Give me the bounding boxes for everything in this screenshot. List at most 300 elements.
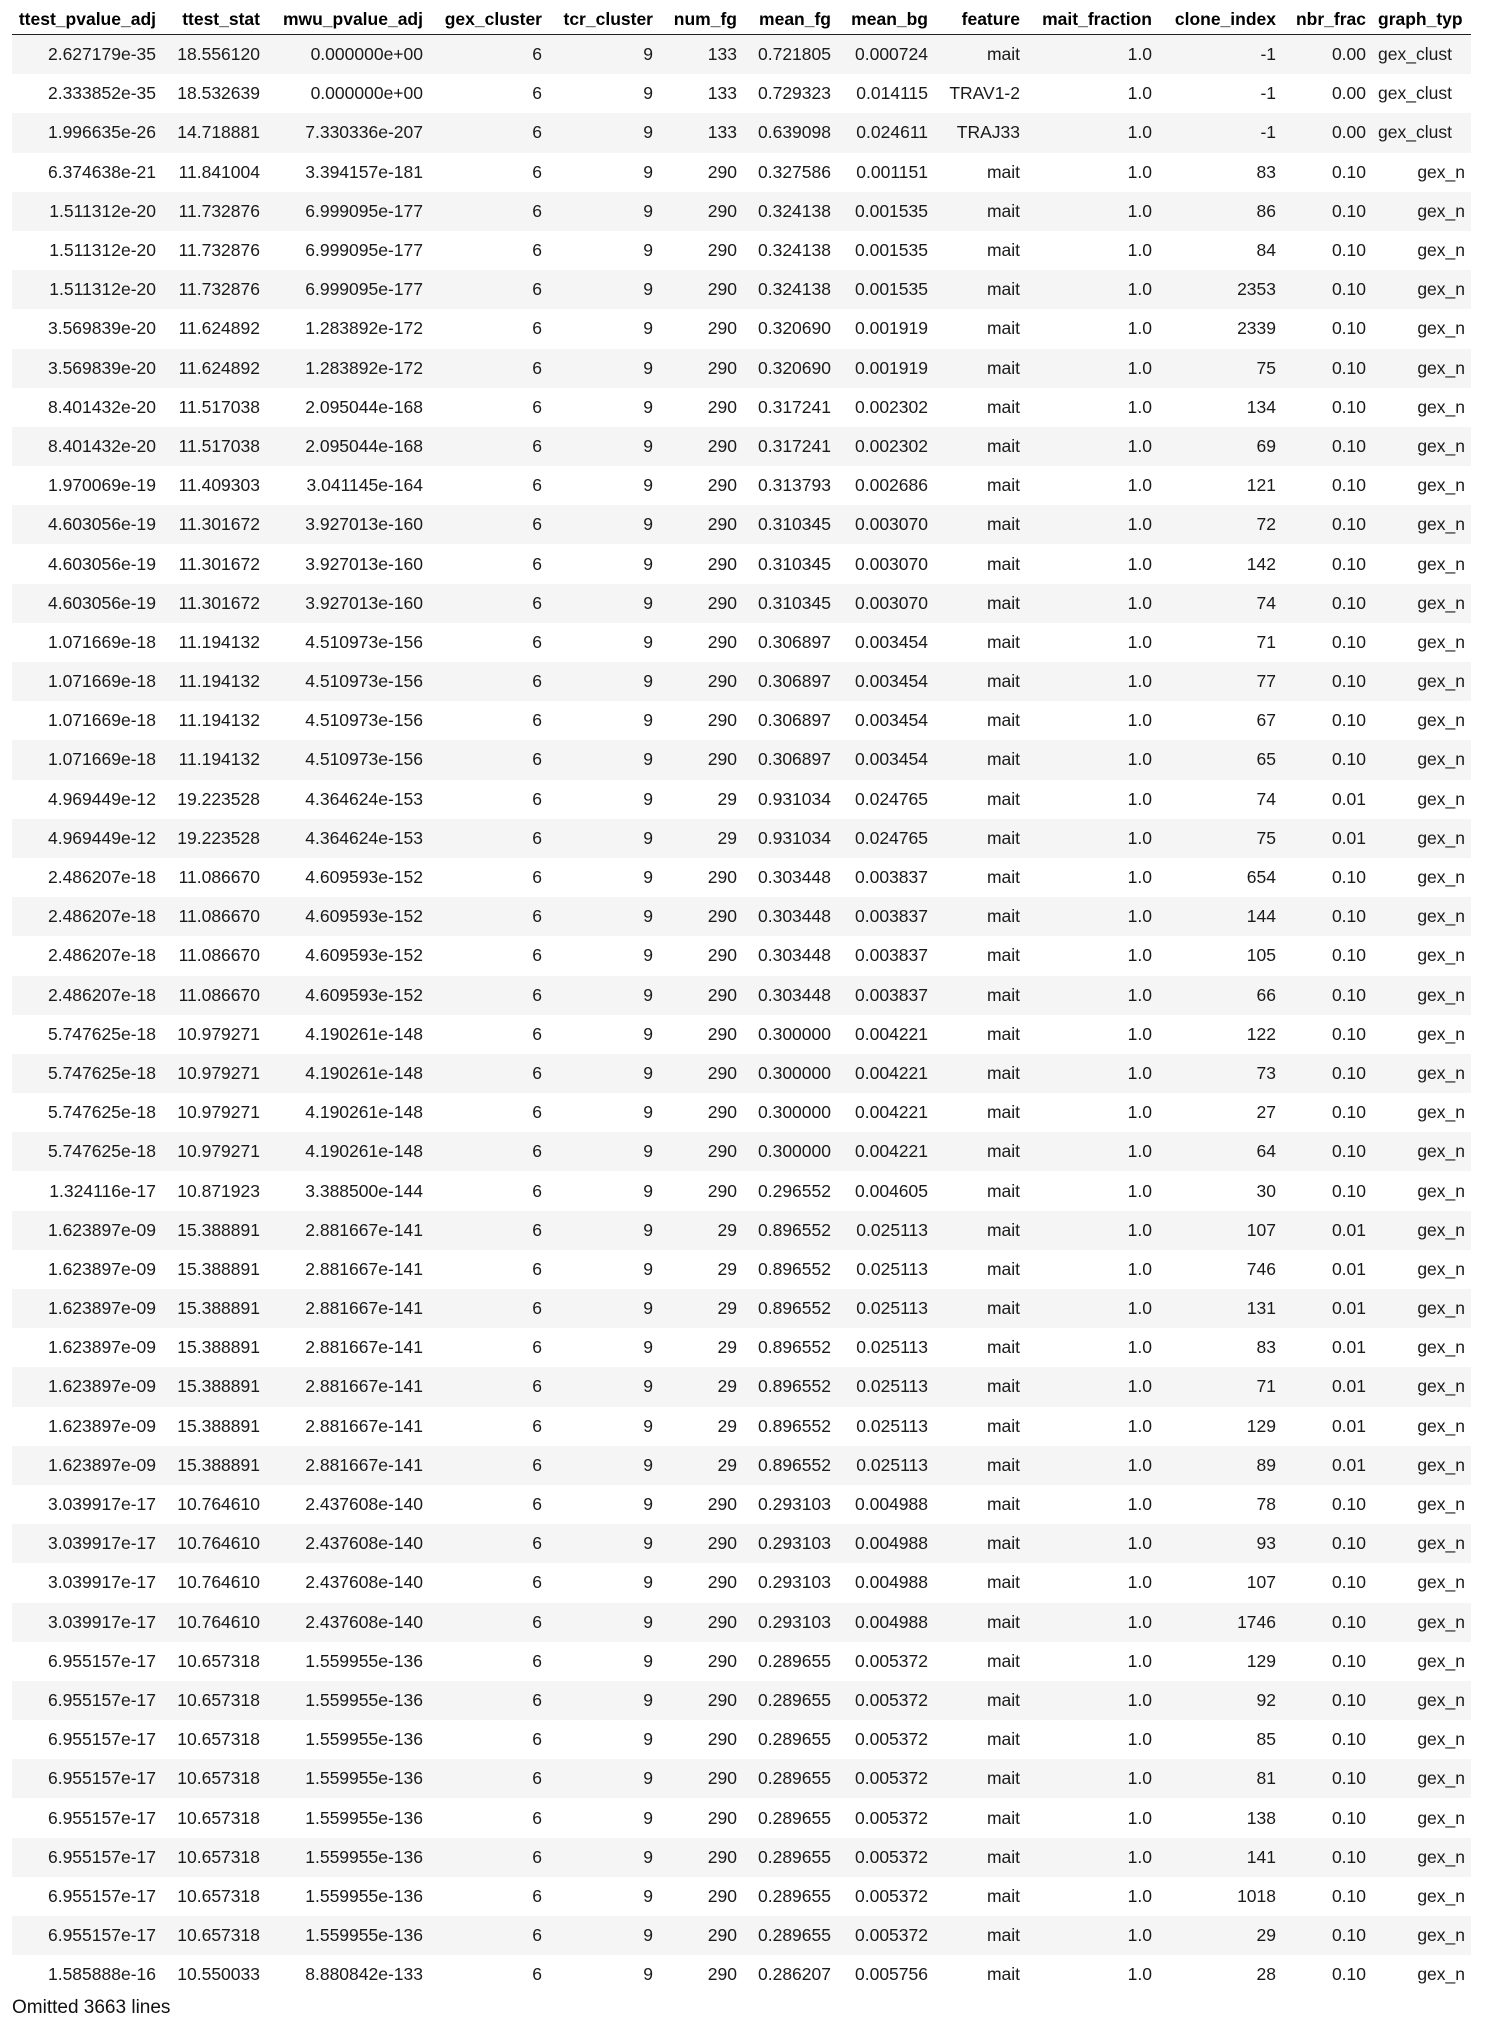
cell-mait-fraction: 1.0 (1026, 153, 1158, 192)
cell-ttest-pvalue-adj: 6.955157e-17 (12, 1798, 162, 1837)
cell-mwu-pvalue-adj: 2.437608e-140 (266, 1524, 429, 1563)
cell-ttest-pvalue-adj: 3.039917e-17 (12, 1603, 162, 1642)
cell-mwu-pvalue-adj: 4.510973e-156 (266, 662, 429, 701)
table-row (12, 544, 1471, 583)
cell-gex-cluster: 6 (429, 701, 548, 740)
cell-gex-cluster: 6 (429, 74, 548, 113)
cell-mean-fg: 0.289655 (743, 1798, 837, 1837)
cell-mait-fraction: 1.0 (1026, 1015, 1158, 1054)
cell-ttest-stat: 19.223528 (162, 780, 266, 819)
cell-graph-typ: gex_n (1372, 1759, 1471, 1798)
cell-mait-fraction: 1.0 (1026, 662, 1158, 701)
cell-ttest-pvalue-adj: 5.747625e-18 (12, 1015, 162, 1054)
cell-num-fg: 290 (659, 1132, 743, 1171)
cell-ttest-stat: 11.409303 (162, 466, 266, 505)
cell-feature: mait (934, 1916, 1026, 1955)
cell-tcr-cluster: 9 (548, 1838, 659, 1877)
cell-ttest-pvalue-adj: 1.071669e-18 (12, 662, 162, 701)
cell-tcr-cluster: 9 (548, 1328, 659, 1367)
cell-tcr-cluster: 9 (548, 1720, 659, 1759)
cell-ttest-stat: 18.556120 (162, 35, 266, 75)
cell-graph-typ: gex_n (1372, 1015, 1471, 1054)
cell-ttest-stat: 11.301672 (162, 544, 266, 583)
cell-num-fg: 290 (659, 270, 743, 309)
cell-mait-fraction: 1.0 (1026, 1446, 1158, 1485)
cell-clone-index: 29 (1158, 1916, 1282, 1955)
cell-mean-fg: 0.896552 (743, 1250, 837, 1289)
cell-ttest-pvalue-adj: 6.955157e-17 (12, 1759, 162, 1798)
cell-gex-cluster: 6 (429, 1367, 548, 1406)
cell-gex-cluster: 6 (429, 1485, 548, 1524)
cell-clone-index: 83 (1158, 1328, 1282, 1367)
table-row (12, 1877, 1471, 1916)
cell-num-fg: 290 (659, 1916, 743, 1955)
cell-clone-index: 74 (1158, 584, 1282, 623)
table-row (12, 976, 1471, 1015)
table-row (12, 1798, 1471, 1837)
cell-ttest-stat: 10.657318 (162, 1798, 266, 1837)
cell-feature: mait (934, 780, 1026, 819)
cell-mean-bg: 0.002686 (837, 466, 934, 505)
cell-ttest-pvalue-adj: 3.569839e-20 (12, 309, 162, 348)
cell-num-fg: 290 (659, 1563, 743, 1602)
cell-clone-index: 67 (1158, 701, 1282, 740)
cell-nbr-frac: 0.10 (1282, 466, 1372, 505)
cell-mean-bg: 0.001919 (837, 309, 934, 348)
cell-tcr-cluster: 9 (548, 1446, 659, 1485)
cell-clone-index: 73 (1158, 1054, 1282, 1093)
cell-ttest-pvalue-adj: 4.603056e-19 (12, 505, 162, 544)
cell-ttest-stat: 11.301672 (162, 505, 266, 544)
cell-ttest-pvalue-adj: 6.955157e-17 (12, 1838, 162, 1877)
cell-nbr-frac: 0.10 (1282, 309, 1372, 348)
cell-ttest-pvalue-adj: 1.623897e-09 (12, 1211, 162, 1250)
cell-ttest-pvalue-adj: 4.603056e-19 (12, 544, 162, 583)
cell-mean-bg: 0.025113 (837, 1407, 934, 1446)
cell-mait-fraction: 1.0 (1026, 1367, 1158, 1406)
cell-mwu-pvalue-adj: 6.999095e-177 (266, 192, 429, 231)
cell-gex-cluster: 6 (429, 1250, 548, 1289)
cell-mait-fraction: 1.0 (1026, 740, 1158, 779)
table-row (12, 1367, 1471, 1406)
cell-mwu-pvalue-adj: 2.437608e-140 (266, 1603, 429, 1642)
cell-gex-cluster: 6 (429, 740, 548, 779)
cell-mait-fraction: 1.0 (1026, 1877, 1158, 1916)
cell-mait-fraction: 1.0 (1026, 1563, 1158, 1602)
cell-mait-fraction: 1.0 (1026, 1642, 1158, 1681)
cell-mean-bg: 0.002302 (837, 388, 934, 427)
cell-ttest-pvalue-adj: 1.623897e-09 (12, 1407, 162, 1446)
cell-num-fg: 290 (659, 858, 743, 897)
cell-tcr-cluster: 9 (548, 1407, 659, 1446)
cell-ttest-stat: 10.657318 (162, 1916, 266, 1955)
cell-feature: mait (934, 1250, 1026, 1289)
cell-ttest-pvalue-adj: 2.486207e-18 (12, 858, 162, 897)
cell-graph-typ: gex_n (1372, 1250, 1471, 1289)
cell-gex-cluster: 6 (429, 623, 548, 662)
cell-feature: mait (934, 1054, 1026, 1093)
cell-mait-fraction: 1.0 (1026, 1798, 1158, 1837)
cell-ttest-pvalue-adj: 6.955157e-17 (12, 1877, 162, 1916)
cell-mait-fraction: 1.0 (1026, 349, 1158, 388)
cell-mean-bg: 0.004221 (837, 1054, 934, 1093)
cell-graph-typ: gex_n (1372, 1720, 1471, 1759)
cell-mwu-pvalue-adj: 1.559955e-136 (266, 1916, 429, 1955)
column-header-mait-fraction: mait_fraction (1026, 0, 1158, 35)
cell-feature: mait (934, 1171, 1026, 1210)
cell-clone-index: 83 (1158, 153, 1282, 192)
cell-num-fg: 290 (659, 1054, 743, 1093)
cell-mean-fg: 0.293103 (743, 1485, 837, 1524)
cell-mean-fg: 0.303448 (743, 897, 837, 936)
cell-mean-bg: 0.025113 (837, 1446, 934, 1485)
table-row (12, 1446, 1471, 1485)
cell-mait-fraction: 1.0 (1026, 427, 1158, 466)
table-row (12, 270, 1471, 309)
cell-clone-index: 75 (1158, 819, 1282, 858)
cell-mean-bg: 0.025113 (837, 1328, 934, 1367)
cell-ttest-pvalue-adj: 2.486207e-18 (12, 897, 162, 936)
cell-ttest-stat: 11.086670 (162, 936, 266, 975)
cell-nbr-frac: 0.10 (1282, 858, 1372, 897)
cell-mwu-pvalue-adj: 2.881667e-141 (266, 1289, 429, 1328)
cell-num-fg: 290 (659, 544, 743, 583)
cell-num-fg: 290 (659, 936, 743, 975)
cell-num-fg: 290 (659, 1720, 743, 1759)
table-row (12, 231, 1471, 270)
cell-nbr-frac: 0.00 (1282, 74, 1372, 113)
cell-mean-fg: 0.293103 (743, 1563, 837, 1602)
cell-ttest-stat: 11.517038 (162, 427, 266, 466)
cell-graph-typ: gex_n (1372, 1446, 1471, 1485)
table-row (12, 1171, 1471, 1210)
cell-clone-index: 74 (1158, 780, 1282, 819)
cell-feature: mait (934, 1798, 1026, 1837)
cell-clone-index: 77 (1158, 662, 1282, 701)
cell-mait-fraction: 1.0 (1026, 35, 1158, 75)
cell-gex-cluster: 6 (429, 388, 548, 427)
cell-nbr-frac: 0.01 (1282, 1446, 1372, 1485)
cell-gex-cluster: 6 (429, 1054, 548, 1093)
cell-mean-fg: 0.289655 (743, 1838, 837, 1877)
table-row (12, 1328, 1471, 1367)
cell-mait-fraction: 1.0 (1026, 113, 1158, 152)
cell-nbr-frac: 0.10 (1282, 1798, 1372, 1837)
cell-mwu-pvalue-adj: 2.095044e-168 (266, 427, 429, 466)
cell-nbr-frac: 0.10 (1282, 1681, 1372, 1720)
cell-mait-fraction: 1.0 (1026, 309, 1158, 348)
cell-graph-typ: gex_n (1372, 780, 1471, 819)
cell-ttest-stat: 11.624892 (162, 309, 266, 348)
cell-feature: mait (934, 819, 1026, 858)
column-header-num-fg: num_fg (659, 0, 743, 35)
table-row (12, 740, 1471, 779)
cell-mait-fraction: 1.0 (1026, 584, 1158, 623)
cell-nbr-frac: 0.01 (1282, 1328, 1372, 1367)
cell-feature: mait (934, 192, 1026, 231)
cell-tcr-cluster: 9 (548, 623, 659, 662)
table-row (12, 1642, 1471, 1681)
cell-ttest-stat: 10.764610 (162, 1524, 266, 1563)
cell-ttest-pvalue-adj: 3.569839e-20 (12, 349, 162, 388)
cell-feature: mait (934, 976, 1026, 1015)
cell-gex-cluster: 6 (429, 270, 548, 309)
table-row (12, 35, 1471, 75)
omitted-lines-note: Omitted 3663 lines (12, 1997, 171, 2018)
cell-feature: mait (934, 1759, 1026, 1798)
cell-feature: mait (934, 1132, 1026, 1171)
cell-gex-cluster: 6 (429, 1015, 548, 1054)
cell-mwu-pvalue-adj: 2.881667e-141 (266, 1211, 429, 1250)
cell-mean-fg: 0.317241 (743, 388, 837, 427)
cell-ttest-stat: 15.388891 (162, 1367, 266, 1406)
table-row (12, 1407, 1471, 1446)
cell-graph-typ: gex_n (1372, 505, 1471, 544)
cell-tcr-cluster: 9 (548, 153, 659, 192)
table-row (12, 74, 1471, 113)
cell-mait-fraction: 1.0 (1026, 388, 1158, 427)
cell-ttest-pvalue-adj: 1.623897e-09 (12, 1328, 162, 1367)
cell-nbr-frac: 0.10 (1282, 1642, 1372, 1681)
cell-clone-index: 66 (1158, 976, 1282, 1015)
cell-mean-bg: 0.005372 (837, 1798, 934, 1837)
table-row (12, 780, 1471, 819)
cell-graph-typ: gex_n (1372, 897, 1471, 936)
cell-clone-index: 81 (1158, 1759, 1282, 1798)
cell-gex-cluster: 6 (429, 1132, 548, 1171)
cell-graph-typ: gex_n (1372, 701, 1471, 740)
cell-tcr-cluster: 9 (548, 858, 659, 897)
cell-ttest-pvalue-adj: 5.747625e-18 (12, 1093, 162, 1132)
cell-mean-bg: 0.004988 (837, 1524, 934, 1563)
cell-graph-typ: gex_n (1372, 270, 1471, 309)
cell-gex-cluster: 6 (429, 349, 548, 388)
cell-mait-fraction: 1.0 (1026, 505, 1158, 544)
cell-graph-typ: gex_n (1372, 1367, 1471, 1406)
cell-graph-typ: gex_n (1372, 1603, 1471, 1642)
cell-tcr-cluster: 9 (548, 1367, 659, 1406)
cell-graph-typ: gex_n (1372, 1877, 1471, 1916)
cell-gex-cluster: 6 (429, 1877, 548, 1916)
cell-clone-index: 144 (1158, 897, 1282, 936)
cell-tcr-cluster: 9 (548, 740, 659, 779)
cell-ttest-stat: 11.086670 (162, 897, 266, 936)
cell-num-fg: 29 (659, 1211, 743, 1250)
cell-tcr-cluster: 9 (548, 1211, 659, 1250)
cell-feature: mait (934, 1838, 1026, 1877)
cell-clone-index: 2353 (1158, 270, 1282, 309)
cell-gex-cluster: 6 (429, 584, 548, 623)
cell-feature: mait (934, 1485, 1026, 1524)
cell-nbr-frac: 0.10 (1282, 662, 1372, 701)
cell-mean-fg: 0.300000 (743, 1015, 837, 1054)
cell-tcr-cluster: 9 (548, 388, 659, 427)
cell-mait-fraction: 1.0 (1026, 1132, 1158, 1171)
cell-ttest-pvalue-adj: 6.955157e-17 (12, 1720, 162, 1759)
cell-gex-cluster: 6 (429, 1289, 548, 1328)
cell-ttest-stat: 15.388891 (162, 1289, 266, 1328)
cell-nbr-frac: 0.10 (1282, 153, 1372, 192)
cell-mean-fg: 0.303448 (743, 858, 837, 897)
cell-num-fg: 290 (659, 1955, 743, 1994)
cell-nbr-frac: 0.10 (1282, 1877, 1372, 1916)
cell-ttest-pvalue-adj: 3.039917e-17 (12, 1524, 162, 1563)
cell-feature: mait (934, 1407, 1026, 1446)
table-row (12, 113, 1471, 152)
cell-mean-bg: 0.003837 (837, 858, 934, 897)
cell-gex-cluster: 6 (429, 427, 548, 466)
cell-ttest-pvalue-adj: 2.486207e-18 (12, 976, 162, 1015)
cell-nbr-frac: 0.10 (1282, 976, 1372, 1015)
cell-nbr-frac: 0.10 (1282, 349, 1372, 388)
cell-ttest-stat: 18.532639 (162, 74, 266, 113)
cell-mwu-pvalue-adj: 1.283892e-172 (266, 349, 429, 388)
cell-mean-bg: 0.003837 (837, 976, 934, 1015)
cell-clone-index: 746 (1158, 1250, 1282, 1289)
cell-ttest-stat: 15.388891 (162, 1250, 266, 1289)
cell-clone-index: -1 (1158, 74, 1282, 113)
cell-graph-typ: gex_n (1372, 1328, 1471, 1367)
cell-mwu-pvalue-adj: 1.559955e-136 (266, 1838, 429, 1877)
cell-graph-typ: gex_n (1372, 819, 1471, 858)
cell-feature: mait (934, 505, 1026, 544)
cell-gex-cluster: 6 (429, 976, 548, 1015)
cell-tcr-cluster: 9 (548, 1681, 659, 1720)
cell-ttest-pvalue-adj: 1.623897e-09 (12, 1367, 162, 1406)
cell-num-fg: 290 (659, 1838, 743, 1877)
cell-clone-index: 107 (1158, 1563, 1282, 1602)
table-row (12, 623, 1471, 662)
cell-ttest-pvalue-adj: 1.071669e-18 (12, 740, 162, 779)
cell-mait-fraction: 1.0 (1026, 936, 1158, 975)
cell-mean-bg: 0.005372 (837, 1720, 934, 1759)
cell-gex-cluster: 6 (429, 1681, 548, 1720)
cell-feature: mait (934, 1642, 1026, 1681)
cell-clone-index: 86 (1158, 192, 1282, 231)
cell-num-fg: 290 (659, 1093, 743, 1132)
cell-mean-fg: 0.293103 (743, 1603, 837, 1642)
table-row (12, 1720, 1471, 1759)
cell-mwu-pvalue-adj: 4.510973e-156 (266, 623, 429, 662)
cell-tcr-cluster: 9 (548, 309, 659, 348)
cell-clone-index: 75 (1158, 349, 1282, 388)
cell-num-fg: 290 (659, 192, 743, 231)
cell-num-fg: 290 (659, 153, 743, 192)
cell-ttest-stat: 10.764610 (162, 1603, 266, 1642)
cell-feature: mait (934, 544, 1026, 583)
cell-gex-cluster: 6 (429, 309, 548, 348)
cell-mean-fg: 0.310345 (743, 505, 837, 544)
cell-mean-fg: 0.310345 (743, 544, 837, 583)
cell-nbr-frac: 0.10 (1282, 1603, 1372, 1642)
cell-clone-index: 122 (1158, 1015, 1282, 1054)
cell-nbr-frac: 0.10 (1282, 1171, 1372, 1210)
cell-graph-typ: gex_n (1372, 466, 1471, 505)
cell-feature: mait (934, 1289, 1026, 1328)
cell-mean-bg: 0.025113 (837, 1289, 934, 1328)
cell-nbr-frac: 0.01 (1282, 819, 1372, 858)
table-row (12, 1955, 1471, 1994)
cell-num-fg: 290 (659, 309, 743, 348)
cell-ttest-stat: 15.388891 (162, 1446, 266, 1485)
cell-mwu-pvalue-adj: 3.927013e-160 (266, 584, 429, 623)
cell-feature: TRAJ33 (934, 113, 1026, 152)
cell-mean-fg: 0.289655 (743, 1877, 837, 1916)
cell-nbr-frac: 0.10 (1282, 740, 1372, 779)
cell-feature: mait (934, 1603, 1026, 1642)
cell-mean-fg: 0.320690 (743, 309, 837, 348)
cell-tcr-cluster: 9 (548, 936, 659, 975)
cell-mwu-pvalue-adj: 2.881667e-141 (266, 1250, 429, 1289)
column-header-feature: feature (934, 0, 1026, 35)
cell-ttest-stat: 10.979271 (162, 1093, 266, 1132)
cell-num-fg: 290 (659, 701, 743, 740)
cell-mean-fg: 0.317241 (743, 427, 837, 466)
cell-mait-fraction: 1.0 (1026, 1054, 1158, 1093)
cell-tcr-cluster: 9 (548, 1093, 659, 1132)
cell-ttest-pvalue-adj: 1.996635e-26 (12, 113, 162, 152)
cell-graph-typ: gex_n (1372, 584, 1471, 623)
cell-ttest-stat: 14.718881 (162, 113, 266, 152)
cell-tcr-cluster: 9 (548, 1524, 659, 1563)
cell-mean-fg: 0.286207 (743, 1955, 837, 1994)
cell-nbr-frac: 0.01 (1282, 780, 1372, 819)
cell-graph-typ: gex_n (1372, 1093, 1471, 1132)
cell-ttest-pvalue-adj: 1.585888e-16 (12, 1955, 162, 1994)
cell-mwu-pvalue-adj: 4.190261e-148 (266, 1015, 429, 1054)
cell-clone-index: 93 (1158, 1524, 1282, 1563)
cell-mait-fraction: 1.0 (1026, 1485, 1158, 1524)
cell-tcr-cluster: 9 (548, 976, 659, 1015)
cell-num-fg: 29 (659, 1446, 743, 1485)
cell-tcr-cluster: 9 (548, 897, 659, 936)
cell-ttest-stat: 10.979271 (162, 1054, 266, 1093)
cell-ttest-pvalue-adj: 1.511312e-20 (12, 231, 162, 270)
cell-gex-cluster: 6 (429, 1328, 548, 1367)
column-header-gex-cluster: gex_cluster (429, 0, 548, 35)
cell-mean-fg: 0.896552 (743, 1328, 837, 1367)
cell-num-fg: 290 (659, 349, 743, 388)
table-row (12, 1132, 1471, 1171)
cell-mwu-pvalue-adj: 1.559955e-136 (266, 1642, 429, 1681)
cell-ttest-stat: 10.657318 (162, 1642, 266, 1681)
cell-graph-typ: gex_clust (1372, 35, 1471, 75)
cell-num-fg: 290 (659, 231, 743, 270)
cell-mean-bg: 0.003837 (837, 936, 934, 975)
cell-clone-index: 89 (1158, 1446, 1282, 1485)
cell-ttest-stat: 11.086670 (162, 976, 266, 1015)
cell-gex-cluster: 6 (429, 1093, 548, 1132)
table-row (12, 1250, 1471, 1289)
cell-ttest-stat: 15.388891 (162, 1328, 266, 1367)
cell-mait-fraction: 1.0 (1026, 231, 1158, 270)
cell-nbr-frac: 0.00 (1282, 35, 1372, 75)
cell-clone-index: 129 (1158, 1642, 1282, 1681)
cell-tcr-cluster: 9 (548, 1485, 659, 1524)
cell-mean-fg: 0.324138 (743, 231, 837, 270)
cell-num-fg: 290 (659, 623, 743, 662)
cell-graph-typ: gex_n (1372, 231, 1471, 270)
cell-mait-fraction: 1.0 (1026, 1524, 1158, 1563)
cell-num-fg: 290 (659, 388, 743, 427)
column-header-mean-fg: mean_fg (743, 0, 837, 35)
cell-mean-fg: 0.721805 (743, 35, 837, 75)
cell-nbr-frac: 0.10 (1282, 1015, 1372, 1054)
cell-clone-index: 78 (1158, 1485, 1282, 1524)
cell-num-fg: 29 (659, 1250, 743, 1289)
cell-tcr-cluster: 9 (548, 1015, 659, 1054)
cell-mean-fg: 0.300000 (743, 1093, 837, 1132)
